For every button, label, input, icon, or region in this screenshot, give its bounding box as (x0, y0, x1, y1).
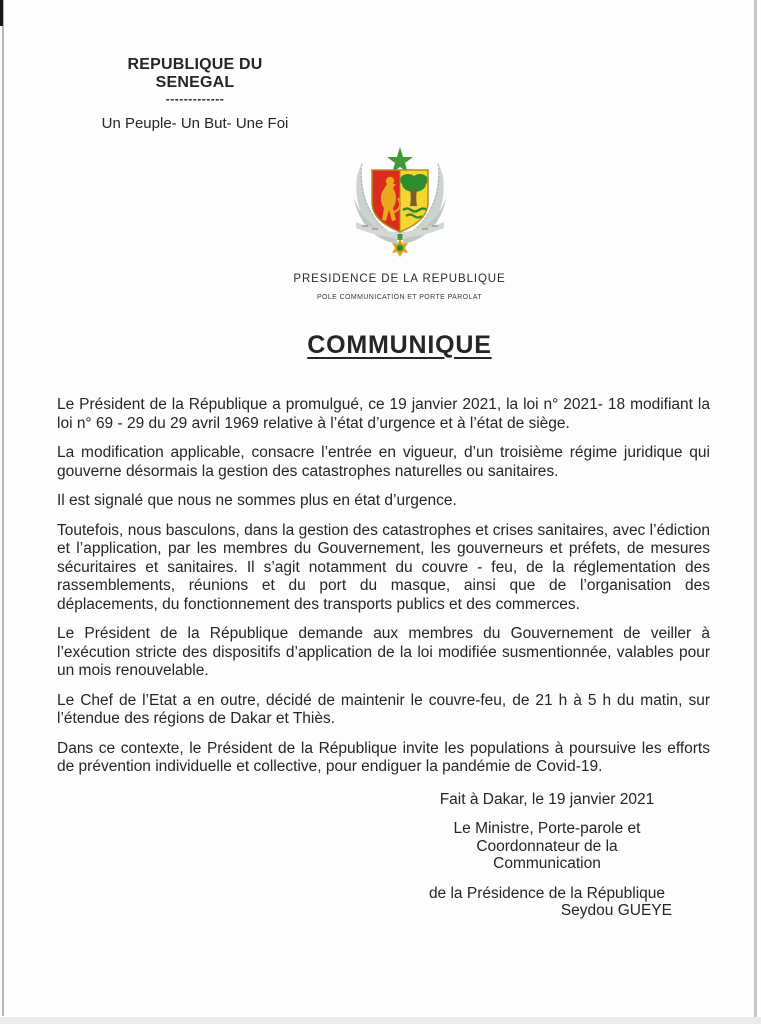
paragraph-prevention: Dans ce contexte, le Président de la République invite les populations à poursuive les efforts de prévention individuelle et collective, pour endiguer la pandémie de Covid-19. (57, 739, 710, 775)
signature-organization (422, 885, 672, 920)
document-title: COMMUNIQUE (307, 331, 492, 359)
paragraph-couvre-feu: Le Chef de l’Etat a en outre, décidé de maintenir le couvre-feu, de 21 h à 5 h du matin, sur l’étendue des régions de Dakar et Thiès. (57, 691, 710, 727)
header-separator: ------------- (165, 92, 225, 106)
signature-name: Seydou GUEYE (560, 902, 672, 919)
paragraph-execution: Le Président de la République demande aux membres du Gouvernement de veiller à l’exécution stricte des dispositifs d’application de la loi modifiée susmentionnée, valables pour un mois renouvelable. (57, 625, 710, 679)
paragraph-mesures: Toutefois, nous basculons, dans la gestion des catastrophes et crises sanitaires, avec l’édiction et l’application, par les membres du Gouvernement, les gouverneurs et préfets, de mesures sécuritaires et sanitaires. Il s’agit notamment du couvre - feu, de la réglementation des rassemblements, réunions et du port du masque, ainsi que de l’organisation des déplacements, du fonctionnement des transports publics et des commerces. (57, 521, 710, 613)
institution-subtitle: POLE COMMUNICATION ET PORTE PAROLAT (316, 294, 483, 301)
signature-role-line1: Le Ministre, Porte-parole et (453, 820, 641, 837)
paragraph-promulgation: Le Président de la République a promulgué, ce 19 janvier 2021, la loi n° 2021- 18 modifiant la loi n° 69 - 29 du 29 avril 1969 relative à l’état d’urgence et à l’état de siège. (57, 396, 710, 432)
signature-org-line: de la Présidence de la République (428, 884, 666, 902)
emblem-and-titles (73, 140, 726, 360)
document-body (57, 396, 710, 777)
document-header (93, 56, 297, 132)
republic-title: REPUBLIQUE DU SENEGAL (127, 56, 263, 91)
signature-role (422, 820, 672, 873)
institution-title: PRESIDENCE DE LA REPUBLIQUE (293, 273, 506, 285)
paragraph-etat-urgence: Il est signalé que nous ne sommes plus en état d’urgence. (57, 492, 457, 509)
scan-right-edge (754, 0, 757, 1024)
scan-left-corner-mark (0, 0, 3, 26)
scan-bottom-edge (0, 1017, 761, 1024)
signature-place-date: Fait à Dakar, le 19 janvier 2021 (439, 790, 655, 808)
senegal-coat-of-arms-icon (340, 140, 460, 260)
signature-block (422, 791, 672, 920)
signature-role-line2: Coordonnateur de la Communication (476, 837, 618, 872)
scan-left-edge (2, 0, 4, 1016)
document-content (57, 56, 710, 920)
national-motto: Un Peuple- Un But- Une Foi (101, 115, 289, 132)
emblem-wrap (73, 140, 726, 265)
paragraph-modification: La modification applicable, consacre l’entrée en vigueur, d’un troisième régime juridique qui gouverne désormais la gestion des catastrophes naturelles ou sanitaires. (57, 444, 710, 480)
